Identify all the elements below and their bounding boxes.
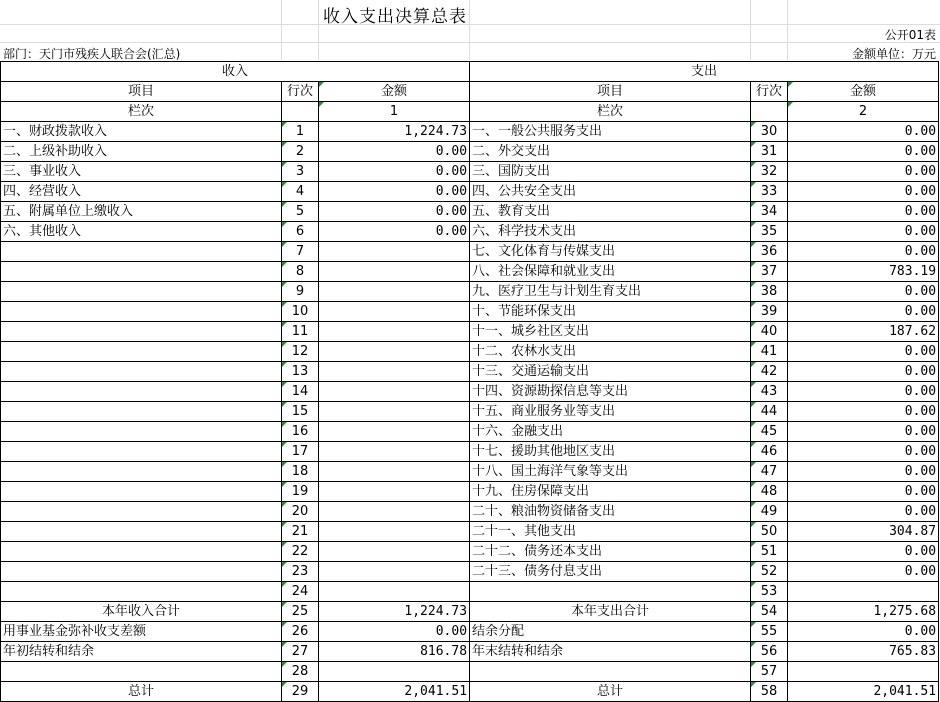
income-rowno-cell[interactable]: 14	[282, 382, 319, 402]
table-row	[1, 302, 939, 322]
income-item-cell[interactable]: 年初结转和结余	[1, 642, 282, 662]
expense-rowno-cell[interactable]: 45	[751, 422, 788, 442]
income-amount-cell[interactable]: 1,224.73	[319, 602, 470, 622]
expense-item-cell[interactable]: 七、文化体育与传媒支出	[470, 242, 751, 262]
expense-amount-cell[interactable]: 0.00	[788, 362, 939, 382]
expense-item-cell[interactable]: 二十、粮油物资储备支出	[470, 502, 751, 522]
income-amount-cell[interactable]: 816.78	[319, 642, 470, 662]
expense-amount-cell[interactable]: 0.00	[788, 242, 939, 262]
expense-rowno-cell[interactable]: 31	[751, 142, 788, 162]
income-amount-header[interactable]: 金额	[319, 82, 470, 102]
income-item-cell[interactable]	[1, 502, 282, 522]
expense-rowno-cell[interactable]: 43	[751, 382, 788, 402]
expense-rowno-cell[interactable]: 38	[751, 282, 788, 302]
expense-amount-cell[interactable]: 187.62	[788, 322, 939, 342]
expense-item-cell[interactable]: 十七、援助其他地区支出	[470, 442, 751, 462]
income-rowno-cell[interactable]: 15	[282, 402, 319, 422]
income-rowno-cell[interactable]: 17	[282, 442, 319, 462]
income-item-cell[interactable]	[1, 362, 282, 382]
expense-rowno-cell[interactable]: 30	[751, 122, 788, 142]
table-row	[1, 582, 939, 602]
column-label-row	[1, 102, 939, 122]
table-row	[1, 682, 939, 702]
expense-rowno-cell[interactable]: 42	[751, 362, 788, 382]
expense-rowno-cell[interactable]: 57	[751, 662, 788, 682]
income-rowno-cell[interactable]: 22	[282, 542, 319, 562]
expense-item-cell[interactable]: 四、公共安全支出	[470, 182, 751, 202]
income-rowno-cell[interactable]: 20	[282, 502, 319, 522]
expense-item-cell[interactable]: 二十一、其他支出	[470, 522, 751, 542]
expense-header[interactable]: 支出	[470, 62, 939, 82]
expense-rowno-cell[interactable]: 49	[751, 502, 788, 522]
table-row	[1, 342, 939, 362]
column-header-row	[1, 82, 939, 102]
income-rowno-cell[interactable]: 5	[282, 202, 319, 222]
income-amount-cell[interactable]: 0.00	[319, 142, 470, 162]
income-rowno-cell[interactable]: 18	[282, 462, 319, 482]
income-amount-cell[interactable]	[319, 662, 470, 682]
expense-rowno-cell[interactable]: 50	[751, 522, 788, 542]
expense-rowno-cell[interactable]: 47	[751, 462, 788, 482]
income-amount-cell[interactable]	[319, 322, 470, 342]
expense-item-cell[interactable]: 十九、住房保障支出	[470, 482, 751, 502]
income-rowno-cell[interactable]: 2	[282, 142, 319, 162]
expense-rowno-cell[interactable]: 35	[751, 222, 788, 242]
income-item-cell[interactable]	[1, 242, 282, 262]
expense-item-cell[interactable]: 总计	[470, 682, 751, 702]
table-row	[1, 382, 939, 402]
income-item-cell[interactable]	[1, 542, 282, 562]
expense-item-cell[interactable]: 三、国防支出	[470, 162, 751, 182]
income-item-header[interactable]: 项目	[1, 82, 282, 102]
expense-rowno-cell[interactable]: 41	[751, 342, 788, 362]
income-rowno-cell[interactable]: 4	[282, 182, 319, 202]
income-header[interactable]: 收入	[1, 62, 470, 82]
income-amount-cell[interactable]	[319, 302, 470, 322]
income-item-cell[interactable]	[1, 422, 282, 442]
expense-item-header[interactable]: 项目	[470, 82, 751, 102]
expense-amount-cell[interactable]: 0.00	[788, 182, 939, 202]
page-title: 收入支出决算总表	[323, 7, 467, 27]
expense-amount-header[interactable]: 金额	[788, 82, 939, 102]
expense-rowno-cell[interactable]: 44	[751, 402, 788, 422]
income-amount-cell[interactable]: 0.00	[319, 202, 470, 222]
income-item-cell[interactable]	[1, 322, 282, 342]
income-amount-cell[interactable]	[319, 402, 470, 422]
table-row	[1, 602, 939, 622]
income-amount-cell[interactable]: 1,224.73	[319, 122, 470, 142]
expense-item-cell[interactable]: 十二、农林水支出	[470, 342, 751, 362]
income-item-cell[interactable]	[1, 662, 282, 682]
unit-label: 金额单位：万元	[851, 47, 936, 61]
expense-rowno-cell[interactable]: 55	[751, 622, 788, 642]
income-rowno-cell[interactable]: 19	[282, 482, 319, 502]
expense-amount-cell[interactable]: 0.00	[788, 162, 939, 182]
expense-amount-cell[interactable]	[788, 582, 939, 602]
income-column-label-blank[interactable]	[282, 102, 319, 122]
form-code: 公开01表	[884, 28, 936, 42]
expense-item-cell[interactable]: 十三、交通运输支出	[470, 362, 751, 382]
income-rowno-cell[interactable]: 8	[282, 262, 319, 282]
table-row	[1, 282, 939, 302]
expense-item-cell[interactable]: 十四、资源勘探信息等支出	[470, 382, 751, 402]
table-row	[1, 222, 939, 242]
income-rowno-cell[interactable]: 6	[282, 222, 319, 242]
expense-rowno-cell[interactable]: 51	[751, 542, 788, 562]
income-amount-cell[interactable]: 0.00	[319, 162, 470, 182]
expense-amount-cell[interactable]: 0.00	[788, 462, 939, 482]
expense-rowno-cell[interactable]: 46	[751, 442, 788, 462]
expense-amount-cell[interactable]: 0.00	[788, 122, 939, 142]
income-amount-cell[interactable]	[319, 422, 470, 442]
expense-amount-cell[interactable]: 0.00	[788, 342, 939, 362]
income-amount-cell[interactable]: 2,041.51	[319, 682, 470, 702]
table-row	[1, 262, 939, 282]
income-item-cell[interactable]	[1, 302, 282, 322]
income-item-cell[interactable]: 总计	[1, 682, 282, 702]
income-rowno-cell[interactable]: 28	[282, 662, 319, 682]
income-amount-cell[interactable]	[319, 442, 470, 462]
income-amount-cell[interactable]	[319, 562, 470, 582]
table-row	[1, 122, 939, 142]
department-label: 部门：天门市残疾人联合会(汇总)	[3, 47, 181, 61]
expense-item-cell[interactable]: 十五、商业服务业等支出	[470, 402, 751, 422]
income-rowno-cell[interactable]: 10	[282, 302, 319, 322]
table-row	[1, 202, 939, 222]
expense-item-cell[interactable]: 六、科学技术支出	[470, 222, 751, 242]
expense-amount-cell[interactable]: 0.00	[788, 442, 939, 462]
income-rowno-header[interactable]: 行次	[282, 82, 319, 102]
expense-amount-cell[interactable]: 0.00	[788, 502, 939, 522]
income-item-cell[interactable]	[1, 282, 282, 302]
table-row	[1, 402, 939, 422]
income-amount-cell[interactable]	[319, 382, 470, 402]
income-rowno-cell[interactable]: 24	[282, 582, 319, 602]
table-row	[1, 422, 939, 442]
expense-amount-cell[interactable]: 0.00	[788, 562, 939, 582]
income-item-cell[interactable]	[1, 562, 282, 582]
income-rowno-cell[interactable]: 29	[282, 682, 319, 702]
expense-amount-cell[interactable]: 765.83	[788, 642, 939, 662]
expense-amount-cell[interactable]: 0.00	[788, 422, 939, 442]
income-column-number[interactable]: 1	[319, 102, 470, 122]
expense-item-cell[interactable]: 结余分配	[470, 622, 751, 642]
income-amount-cell[interactable]: 0.00	[319, 622, 470, 642]
expense-item-cell[interactable]: 二、外交支出	[470, 142, 751, 162]
income-item-cell[interactable]: 一、财政拨款收入	[1, 122, 282, 142]
income-amount-cell[interactable]	[319, 362, 470, 382]
income-rowno-cell[interactable]: 9	[282, 282, 319, 302]
expense-item-cell[interactable]: 年末结转和结余	[470, 642, 751, 662]
summary-table	[0, 61, 939, 702]
income-amount-cell[interactable]	[319, 342, 470, 362]
expense-rowno-cell[interactable]: 52	[751, 562, 788, 582]
income-item-cell[interactable]: 二、上级补助收入	[1, 142, 282, 162]
income-rowno-cell[interactable]: 12	[282, 342, 319, 362]
income-rowno-cell[interactable]: 13	[282, 362, 319, 382]
table-row	[1, 662, 939, 682]
expense-rowno-cell[interactable]: 48	[751, 482, 788, 502]
income-item-cell[interactable]: 用事业基金弥补收支差额	[1, 622, 282, 642]
table-row	[1, 142, 939, 162]
income-item-cell[interactable]	[1, 582, 282, 602]
expense-amount-cell[interactable]: 0.00	[788, 402, 939, 422]
income-item-cell[interactable]	[1, 522, 282, 542]
expense-item-cell[interactable]: 十八、国土海洋气象等支出	[470, 462, 751, 482]
income-item-cell[interactable]	[1, 442, 282, 462]
table-row	[1, 462, 939, 482]
table-row	[1, 242, 939, 262]
income-amount-cell[interactable]	[319, 542, 470, 562]
expense-item-cell[interactable]: 二十二、债务还本支出	[470, 542, 751, 562]
income-rowno-cell[interactable]: 26	[282, 622, 319, 642]
expense-rowno-cell[interactable]: 33	[751, 182, 788, 202]
income-item-cell[interactable]: 六、其他收入	[1, 222, 282, 242]
expense-amount-cell[interactable]: 0.00	[788, 302, 939, 322]
table-row	[1, 542, 939, 562]
expense-amount-cell[interactable]: 0.00	[788, 142, 939, 162]
expense-item-cell[interactable]	[470, 582, 751, 602]
expense-item-cell[interactable]: 十、节能环保支出	[470, 302, 751, 322]
income-rowno-cell[interactable]: 21	[282, 522, 319, 542]
table-row	[1, 562, 939, 582]
expense-item-cell[interactable]	[470, 662, 751, 682]
income-rowno-cell[interactable]: 23	[282, 562, 319, 582]
table-row	[1, 162, 939, 182]
table-row	[1, 522, 939, 542]
expense-rowno-cell[interactable]: 58	[751, 682, 788, 702]
expense-item-cell[interactable]: 十六、金融支出	[470, 422, 751, 442]
expense-item-cell[interactable]: 八、社会保障和就业支出	[470, 262, 751, 282]
expense-rowno-cell[interactable]: 39	[751, 302, 788, 322]
expense-amount-cell[interactable]	[788, 662, 939, 682]
expense-rowno-cell[interactable]: 37	[751, 262, 788, 282]
income-column-label[interactable]: 栏次	[1, 102, 282, 122]
table-row	[1, 182, 939, 202]
expense-rowno-cell[interactable]: 54	[751, 602, 788, 622]
income-item-cell[interactable]: 本年收入合计	[1, 602, 282, 622]
expense-rowno-cell[interactable]: 53	[751, 582, 788, 602]
expense-rowno-cell[interactable]: 36	[751, 242, 788, 262]
income-rowno-cell[interactable]: 11	[282, 322, 319, 342]
table-row	[1, 322, 939, 342]
expense-item-cell[interactable]: 本年支出合计	[470, 602, 751, 622]
expense-column-label[interactable]: 栏次	[470, 102, 751, 122]
expense-item-cell[interactable]: 十一、城乡社区支出	[470, 322, 751, 342]
income-rowno-cell[interactable]: 7	[282, 242, 319, 262]
expense-column-label-blank[interactable]	[751, 102, 788, 122]
income-amount-cell[interactable]	[319, 462, 470, 482]
table-row	[1, 482, 939, 502]
income-rowno-cell[interactable]: 1	[282, 122, 319, 142]
section-header-row	[1, 62, 939, 82]
income-item-cell[interactable]: 五、附属单位上缴收入	[1, 202, 282, 222]
expense-rowno-cell[interactable]: 32	[751, 162, 788, 182]
income-rowno-cell[interactable]: 16	[282, 422, 319, 442]
table-row	[1, 362, 939, 382]
expense-rowno-cell[interactable]: 56	[751, 642, 788, 662]
expense-column-number[interactable]: 2	[788, 102, 939, 122]
income-rowno-cell[interactable]: 27	[282, 642, 319, 662]
income-item-cell[interactable]	[1, 482, 282, 502]
expense-amount-cell[interactable]: 0.00	[788, 282, 939, 302]
income-amount-cell[interactable]	[319, 242, 470, 262]
income-amount-cell[interactable]	[319, 262, 470, 282]
expense-amount-cell[interactable]: 2,041.51	[788, 682, 939, 702]
expense-amount-cell[interactable]: 1,275.68	[788, 602, 939, 622]
expense-item-cell[interactable]: 二十三、债务付息支出	[470, 562, 751, 582]
expense-amount-cell[interactable]: 0.00	[788, 482, 939, 502]
expense-item-cell[interactable]: 一、一般公共服务支出	[470, 122, 751, 142]
expense-amount-cell[interactable]: 783.19	[788, 262, 939, 282]
expense-rowno-cell[interactable]: 34	[751, 202, 788, 222]
income-item-cell[interactable]	[1, 462, 282, 482]
expense-amount-cell[interactable]: 304.87	[788, 522, 939, 542]
income-item-cell[interactable]	[1, 342, 282, 362]
table-row	[1, 442, 939, 462]
income-amount-cell[interactable]	[319, 282, 470, 302]
income-rowno-cell[interactable]: 25	[282, 602, 319, 622]
income-amount-cell[interactable]: 0.00	[319, 182, 470, 202]
income-amount-cell[interactable]: 0.00	[319, 222, 470, 242]
income-amount-cell[interactable]	[319, 582, 470, 602]
income-item-cell[interactable]	[1, 382, 282, 402]
expense-amount-cell[interactable]: 0.00	[788, 542, 939, 562]
income-rowno-cell[interactable]: 3	[282, 162, 319, 182]
table-row	[1, 502, 939, 522]
expense-rowno-cell[interactable]: 40	[751, 322, 788, 342]
income-amount-cell[interactable]	[319, 522, 470, 542]
income-item-cell[interactable]	[1, 262, 282, 282]
income-item-cell[interactable]: 三、事业收入	[1, 162, 282, 182]
expense-item-cell[interactable]: 九、医疗卫生与计划生育支出	[470, 282, 751, 302]
expense-item-cell[interactable]: 五、教育支出	[470, 202, 751, 222]
income-item-cell[interactable]	[1, 402, 282, 422]
expense-rowno-header[interactable]: 行次	[751, 82, 788, 102]
income-amount-cell[interactable]	[319, 482, 470, 502]
table-row	[1, 622, 939, 642]
income-amount-cell[interactable]	[319, 502, 470, 522]
expense-amount-cell[interactable]: 0.00	[788, 622, 939, 642]
income-item-cell[interactable]: 四、经营收入	[1, 182, 282, 202]
table-row	[1, 642, 939, 662]
expense-amount-cell[interactable]: 0.00	[788, 382, 939, 402]
expense-amount-cell[interactable]: 0.00	[788, 222, 939, 242]
expense-amount-cell[interactable]: 0.00	[788, 202, 939, 222]
